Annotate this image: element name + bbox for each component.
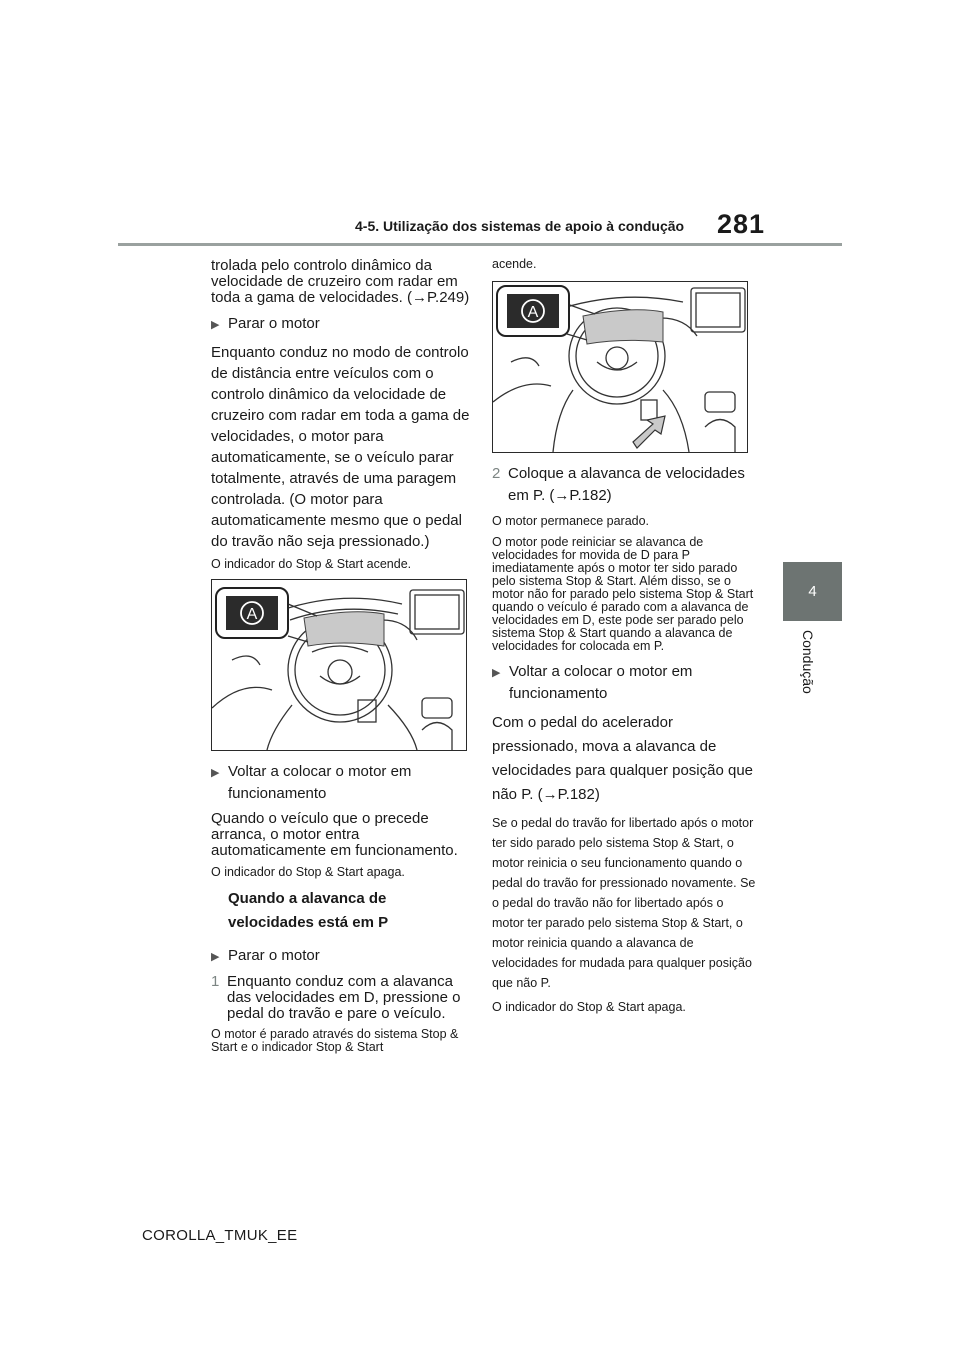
dashboard-illustration xyxy=(212,580,466,750)
triangle-bullet-icon: ▶ xyxy=(492,667,501,679)
step-number: 1 xyxy=(211,973,220,990)
step-2 xyxy=(492,463,756,507)
page-number: 281 xyxy=(717,209,766,239)
subheading-text: Voltar a colocar o motor em funcionamento xyxy=(509,663,693,702)
section-title: 4-5. Utilização dos sistemas de apoio à condução xyxy=(355,218,685,234)
chapter-label: Condução xyxy=(800,630,816,694)
subheading-stop-engine-2 xyxy=(211,945,473,968)
header-divider xyxy=(118,243,842,246)
subheading-text: Parar o motor xyxy=(228,315,320,332)
document-code: COROLLA_TMUK_EE xyxy=(142,1227,298,1244)
triangle-bullet-icon: ▶ xyxy=(211,767,220,779)
chapter-number: 4 xyxy=(808,583,817,600)
chapter-tab xyxy=(783,562,842,621)
step-number: 2 xyxy=(492,465,501,482)
subheading-restart-engine-2 xyxy=(492,661,756,705)
note-stop-start: O motor é parado através do sistema Stop & Start e o indicador Stop & Start xyxy=(211,1027,459,1054)
paragraph-1: trolada pelo controlo dinâmico da velocidade de cruzeiro com radar em toda a gama de velocidades. (→P.249) xyxy=(211,257,470,306)
subheading-text: Voltar a colocar o motor em funcionamento xyxy=(228,763,412,802)
subheading-restart-engine xyxy=(211,761,473,805)
indicator-label: A xyxy=(527,304,539,321)
triangle-bullet-icon: ▶ xyxy=(211,319,220,331)
dashboard-brake-illustration xyxy=(493,282,747,452)
note-continuation: acende. xyxy=(492,257,537,271)
note-indicator-off-2: O indicador do Stop & Start apaga. xyxy=(492,1000,686,1014)
indicator-label: A xyxy=(246,606,258,623)
figure-dashboard-indicator xyxy=(211,579,467,751)
figure-dashboard-brake xyxy=(492,281,748,453)
subheading-stop-engine xyxy=(211,313,473,336)
paragraph-3: Quando o veículo que o precede arranca, o motor entra automaticamente em funcionamento. xyxy=(211,810,458,859)
subheading-text: Parar o motor xyxy=(228,947,320,964)
note-engine-restart-conditions: O motor pode reiniciar se alavanca de velocidades for movida de D para P imediatamente após o motor ter sido parado pelo sistema Stop & Start. Além disso, se o motor não for parado pelo sistema Stop & Start quando o veículo é parado com a alavanca de velocidades em D, este pode ser parado pelo sistema Stop & Start quando a alavanca de velocidades for colocada em P. xyxy=(492,535,754,653)
note-indicator-off: O indicador do Stop & Start apaga. xyxy=(211,865,405,879)
left-column xyxy=(211,258,473,1062)
paragraph-2: Enquanto conduz no modo de controlo de distância entre veículos com o controlo dinâmico da velocidade de cruzeiro com radar em toda a gama de velocidades, o motor para automaticamente, se o veículo parar totalmente, através de uma paragem controlada. (O motor para automaticamente mesmo que o pedal do travão não seja pressionado.) xyxy=(211,344,470,550)
step-1 xyxy=(211,974,473,1022)
paragraph-4: Com o pedal do acelerador pressionado, mova a alavanca de velocidades para qualquer posição que não P. (→P.182) xyxy=(492,714,754,803)
right-column xyxy=(492,258,756,1022)
bold-heading-lever-p: Quando a alavanca de velocidades está em P xyxy=(228,890,389,931)
note-engine-stays-stopped: O motor permanece parado. xyxy=(492,514,650,528)
note-indicator-on: O indicador do Stop & Start acende. xyxy=(211,557,412,571)
step-text: Enquanto conduz com a alavanca das velocidades em D, pressione o pedal do travão e pare o veículo. xyxy=(227,973,461,1022)
triangle-bullet-icon: ▶ xyxy=(211,951,220,963)
note-brake-release: Se o pedal do travão for libertado após o motor ter sido parado pelo sistema Stop & Start, o motor reinicia o seu funcionamento quando o pedal do travão for pressionado novamente. Se o pedal do travão não for libertado após o motor ter parado pelo sistema Stop & Start, o motor reinicia quando a alavanca de velocidades for mudada para qualquer posição que não P. xyxy=(492,816,756,990)
step-text: Coloque a alavanca de velocidades em P. (→P.182) xyxy=(508,465,745,504)
